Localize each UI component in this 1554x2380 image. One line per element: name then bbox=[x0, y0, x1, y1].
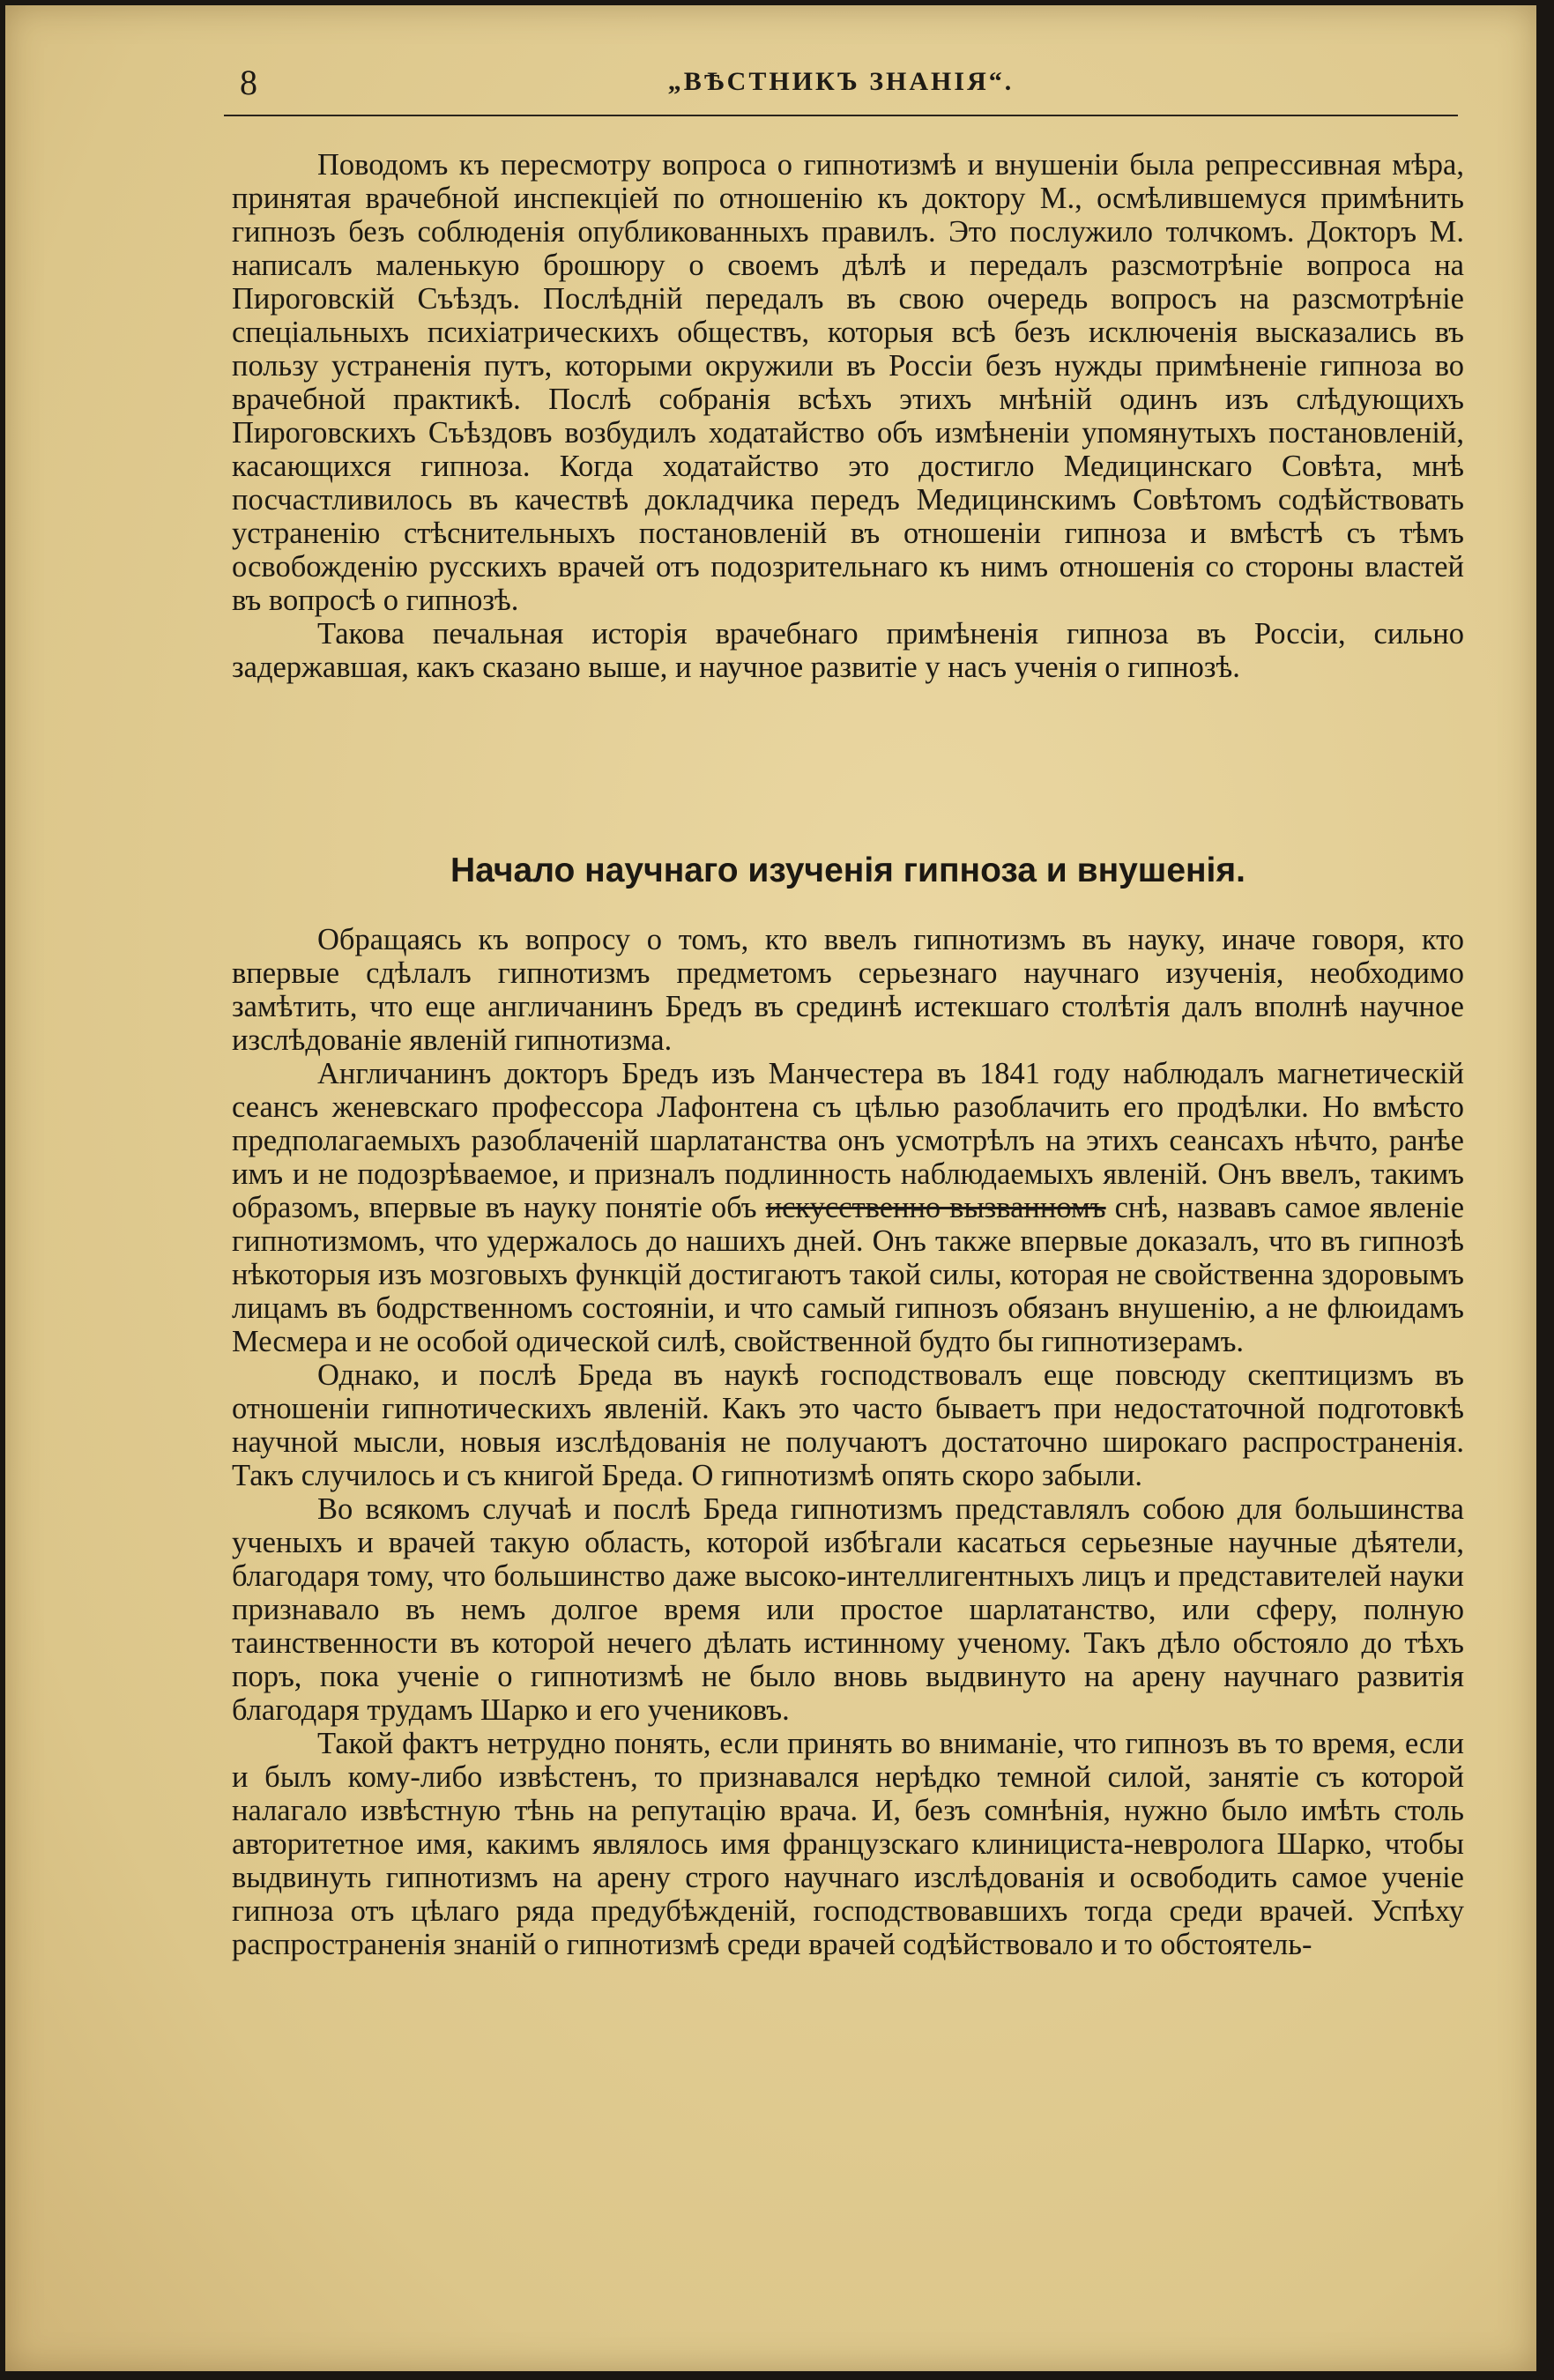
struck-through-phrase: искусственно вызванномъ bbox=[765, 1191, 1106, 1224]
text-block-before-heading bbox=[232, 148, 1464, 684]
paragraph: Такой фактъ нетрудно понять, если принять во вниманіе, что гипнозъ въ то время, если и былъ кому-либо извѣстенъ, то признавался нерѣдко темной силой, занятіе съ которой налагало извѣстную тѣнь на репутацію врача. И, безъ сомнѣнія, нужно было имѣть столь авторитетное имя, какимъ являлось имя французскаго клинициста-невролога Шарко, чтобы выдвинуть гипнотизмъ на арену строго научнаго изслѣдованія и освободить самое ученіе гипноза отъ цѣлаго ряда предубѣжденій, господствовавшихъ тогда среди врачей. Успѣху распространенія знаній о гипнотизмѣ среди врачей содѣйствовало и то обстоятель- bbox=[232, 1727, 1464, 1961]
paragraph-braid bbox=[232, 1057, 1464, 1358]
page-header bbox=[224, 62, 1458, 116]
text-run: Англичанинъ докторъ Бредъ изъ Манчестера въ 1841 году наблюдалъ магнетическій сеансъ женевскаго профессора Лафонтена съ цѣлью разоблачить его продѣлки. Но вмѣсто предполагаемыхъ разоблаченій шарлатанства онъ усмотрѣлъ на этихъ сеансахъ нѣчто, ранѣе имъ и не подозрѣваемое, и призналъ подлинность наблюдаемыхъ явленій. Онъ ввелъ, такимъ образомъ, впервые въ науку понятіе объ bbox=[232, 1057, 1464, 1224]
running-title: „ВѢСТНИКЪ ЗНАНІЯ“. bbox=[667, 67, 1015, 96]
paragraph: Такова печальная исторія врачебнаго примѣненія гипноза въ Россіи, сильно задержавшая, какъ сказано выше, и научное развитіе у насъ ученія о гипнозѣ. bbox=[232, 617, 1464, 684]
book-page bbox=[5, 5, 1536, 2371]
text-block-after-heading bbox=[232, 923, 1464, 1961]
paragraph: Поводомъ къ пересмотру вопроса о гипнотизмѣ и внушеніи была репрессивная мѣра, принятая врачебной инспекціей по отношенію къ доктору М., осмѣлившемуся примѣнить гипнозъ безъ соблюденія опубликованныхъ правилъ. Это послужило толчкомъ. Докторъ М. написалъ маленькую брошюру о своемъ дѣлѣ и передалъ разсмотрѣніе вопроса на Пироговскій Съѣздъ. Послѣдній передалъ въ свою очередь вопросъ на разсмотрѣніе спеціальныхъ психіатрическихъ обществъ, которыя всѣ безъ исключенія высказались въ пользу устраненія путъ, которыми окружили въ Россіи безъ нужды примѣненіе гипноза во врачебной практикѣ. Послѣ собранія всѣхъ этихъ мнѣній одинъ изъ слѣдующихъ Пироговскихъ Съѣздовъ возбудилъ ходатайство объ измѣненіи упомянутыхъ постановленій, касающихся гипноза. Когда ходатайство это достигло Медицинскаго Совѣта, мнѣ посчастливилось въ качествѣ докладчика передъ Медицинскимъ Совѣтомъ содѣйствовать устраненію стѣснительныхъ постановленій въ отношеніи гипноза и вмѣстѣ съ тѣмъ освобожденію русскихъ врачей отъ подозрительнаго къ нимъ отношенія со стороны властей въ вопросѣ о гипнозѣ. bbox=[232, 148, 1464, 617]
paragraph: Обращаясь къ вопросу о томъ, кто ввелъ гипнотизмъ въ науку, иначе говоря, кто впервые сдѣлалъ гипнотизмъ предметомъ серьезнаго научнаго изученія, необходимо замѣтить, что еще англичанинъ Бредъ въ срединѣ истекшаго столѣтія далъ вполнѣ научное изслѣдованіе явленій гипнотизма. bbox=[232, 923, 1464, 1057]
text-run: снѣ, назвавъ самое явленіе гипнотизмомъ, что удержалось до нашихъ дней. Онъ также впервые доказалъ, что въ гипнозѣ нѣкоторыя изъ мозговыхъ функцій достигаютъ такой силы, которая не свойственна здоровымъ лицамъ въ бодрственномъ состояніи, и что самый гипнозъ обязанъ внушенію, а не флюидамъ Месмера и не особой одической силѣ, свойственной будто бы гипнотизерамъ. bbox=[232, 1191, 1465, 1358]
paragraph: Однако, и послѣ Бреда въ наукѣ господствовалъ еще повсюду скептицизмъ въ отношеніи гипнотическихъ явленій. Какъ это часто бываетъ при недостаточной подготовкѣ научной мысли, новыя изслѣдованія не получаютъ достаточно широкаго распространенія. Такъ случилось и съ книгой Бреда. О гипнотизмѣ опять скоро забыли. bbox=[232, 1358, 1464, 1492]
page-number: 8 bbox=[240, 63, 257, 102]
paragraph: Во всякомъ случаѣ и послѣ Бреда гипнотизмъ представлялъ собою для большинства ученыхъ и врачей такую область, которой избѣгали касаться серьезные научные дѣятели, благодаря тому, что большинство даже высоко-интеллигентныхъ лицъ и представителей науки признавало въ немъ долгое время или простое шарлатанство, или сферу, полную таинственности въ которой нечего дѣлать истинному ученому. Такъ дѣло обстояло до тѣхъ поръ, пока ученіе о гипнотизмѣ не было вновь выдвинуто на арену научнаго развитія благодаря трудамъ Шарко и его учениковъ. bbox=[232, 1492, 1464, 1727]
section-heading: Начало научнаго изученія гипноза и внушенія. bbox=[450, 852, 1245, 889]
